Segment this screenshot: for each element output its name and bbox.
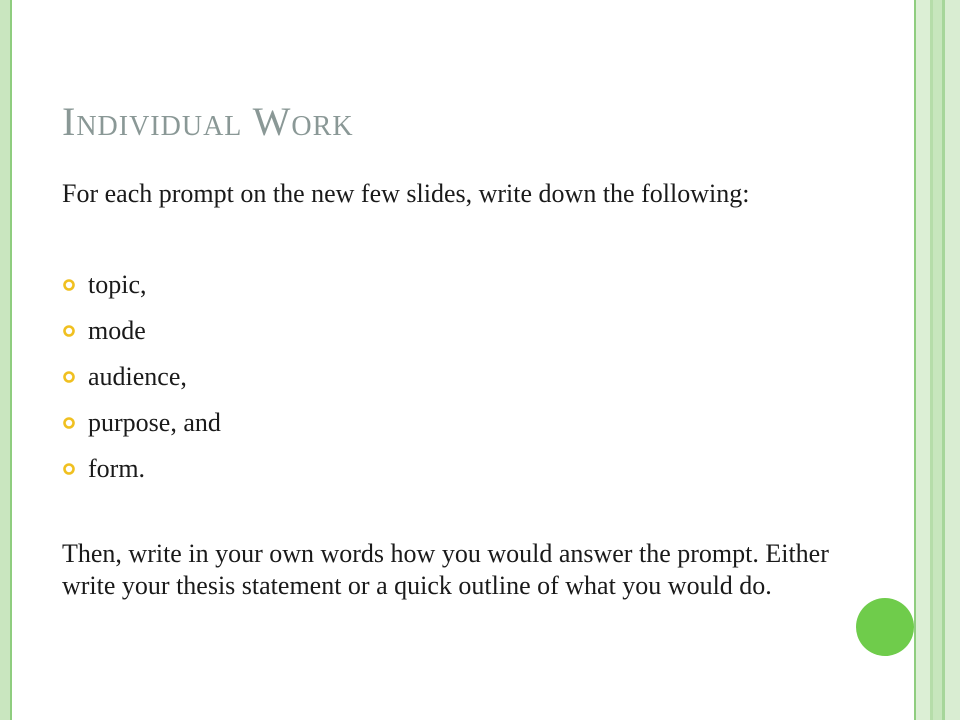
bullet-item [62, 360, 762, 406]
bullet-ring-icon [62, 462, 76, 476]
bullet-item [62, 406, 762, 452]
slide-title: Individual Work [62, 99, 354, 144]
bullet-ring-icon [62, 324, 76, 338]
bullet-label: form. [88, 454, 146, 483]
bullet-list [62, 268, 762, 498]
bullet-label: audience, [88, 362, 187, 391]
closing-text: Then, write in your own words how you would answer the prompt. Either write your thesis statement or a quick outline of what you would do. [62, 539, 829, 600]
bullet-label: purpose, and [88, 408, 221, 437]
stripe [933, 0, 942, 720]
stripe [916, 0, 930, 720]
stripe [945, 0, 960, 720]
bullet-item [62, 268, 762, 314]
bullet-label: mode [88, 316, 146, 345]
right-stripes [914, 0, 960, 720]
bullet-ring-icon [62, 416, 76, 430]
intro-text: For each prompt on the new few slides, write down the following: [62, 179, 750, 208]
bullet-item [62, 452, 762, 498]
bullet-ring-icon [62, 370, 76, 384]
bullet-ring-icon [62, 278, 76, 292]
bullet-label: topic, [88, 270, 147, 299]
green-circle-decoration [856, 598, 914, 656]
left-border-line [10, 0, 12, 720]
bullet-item [62, 314, 762, 360]
